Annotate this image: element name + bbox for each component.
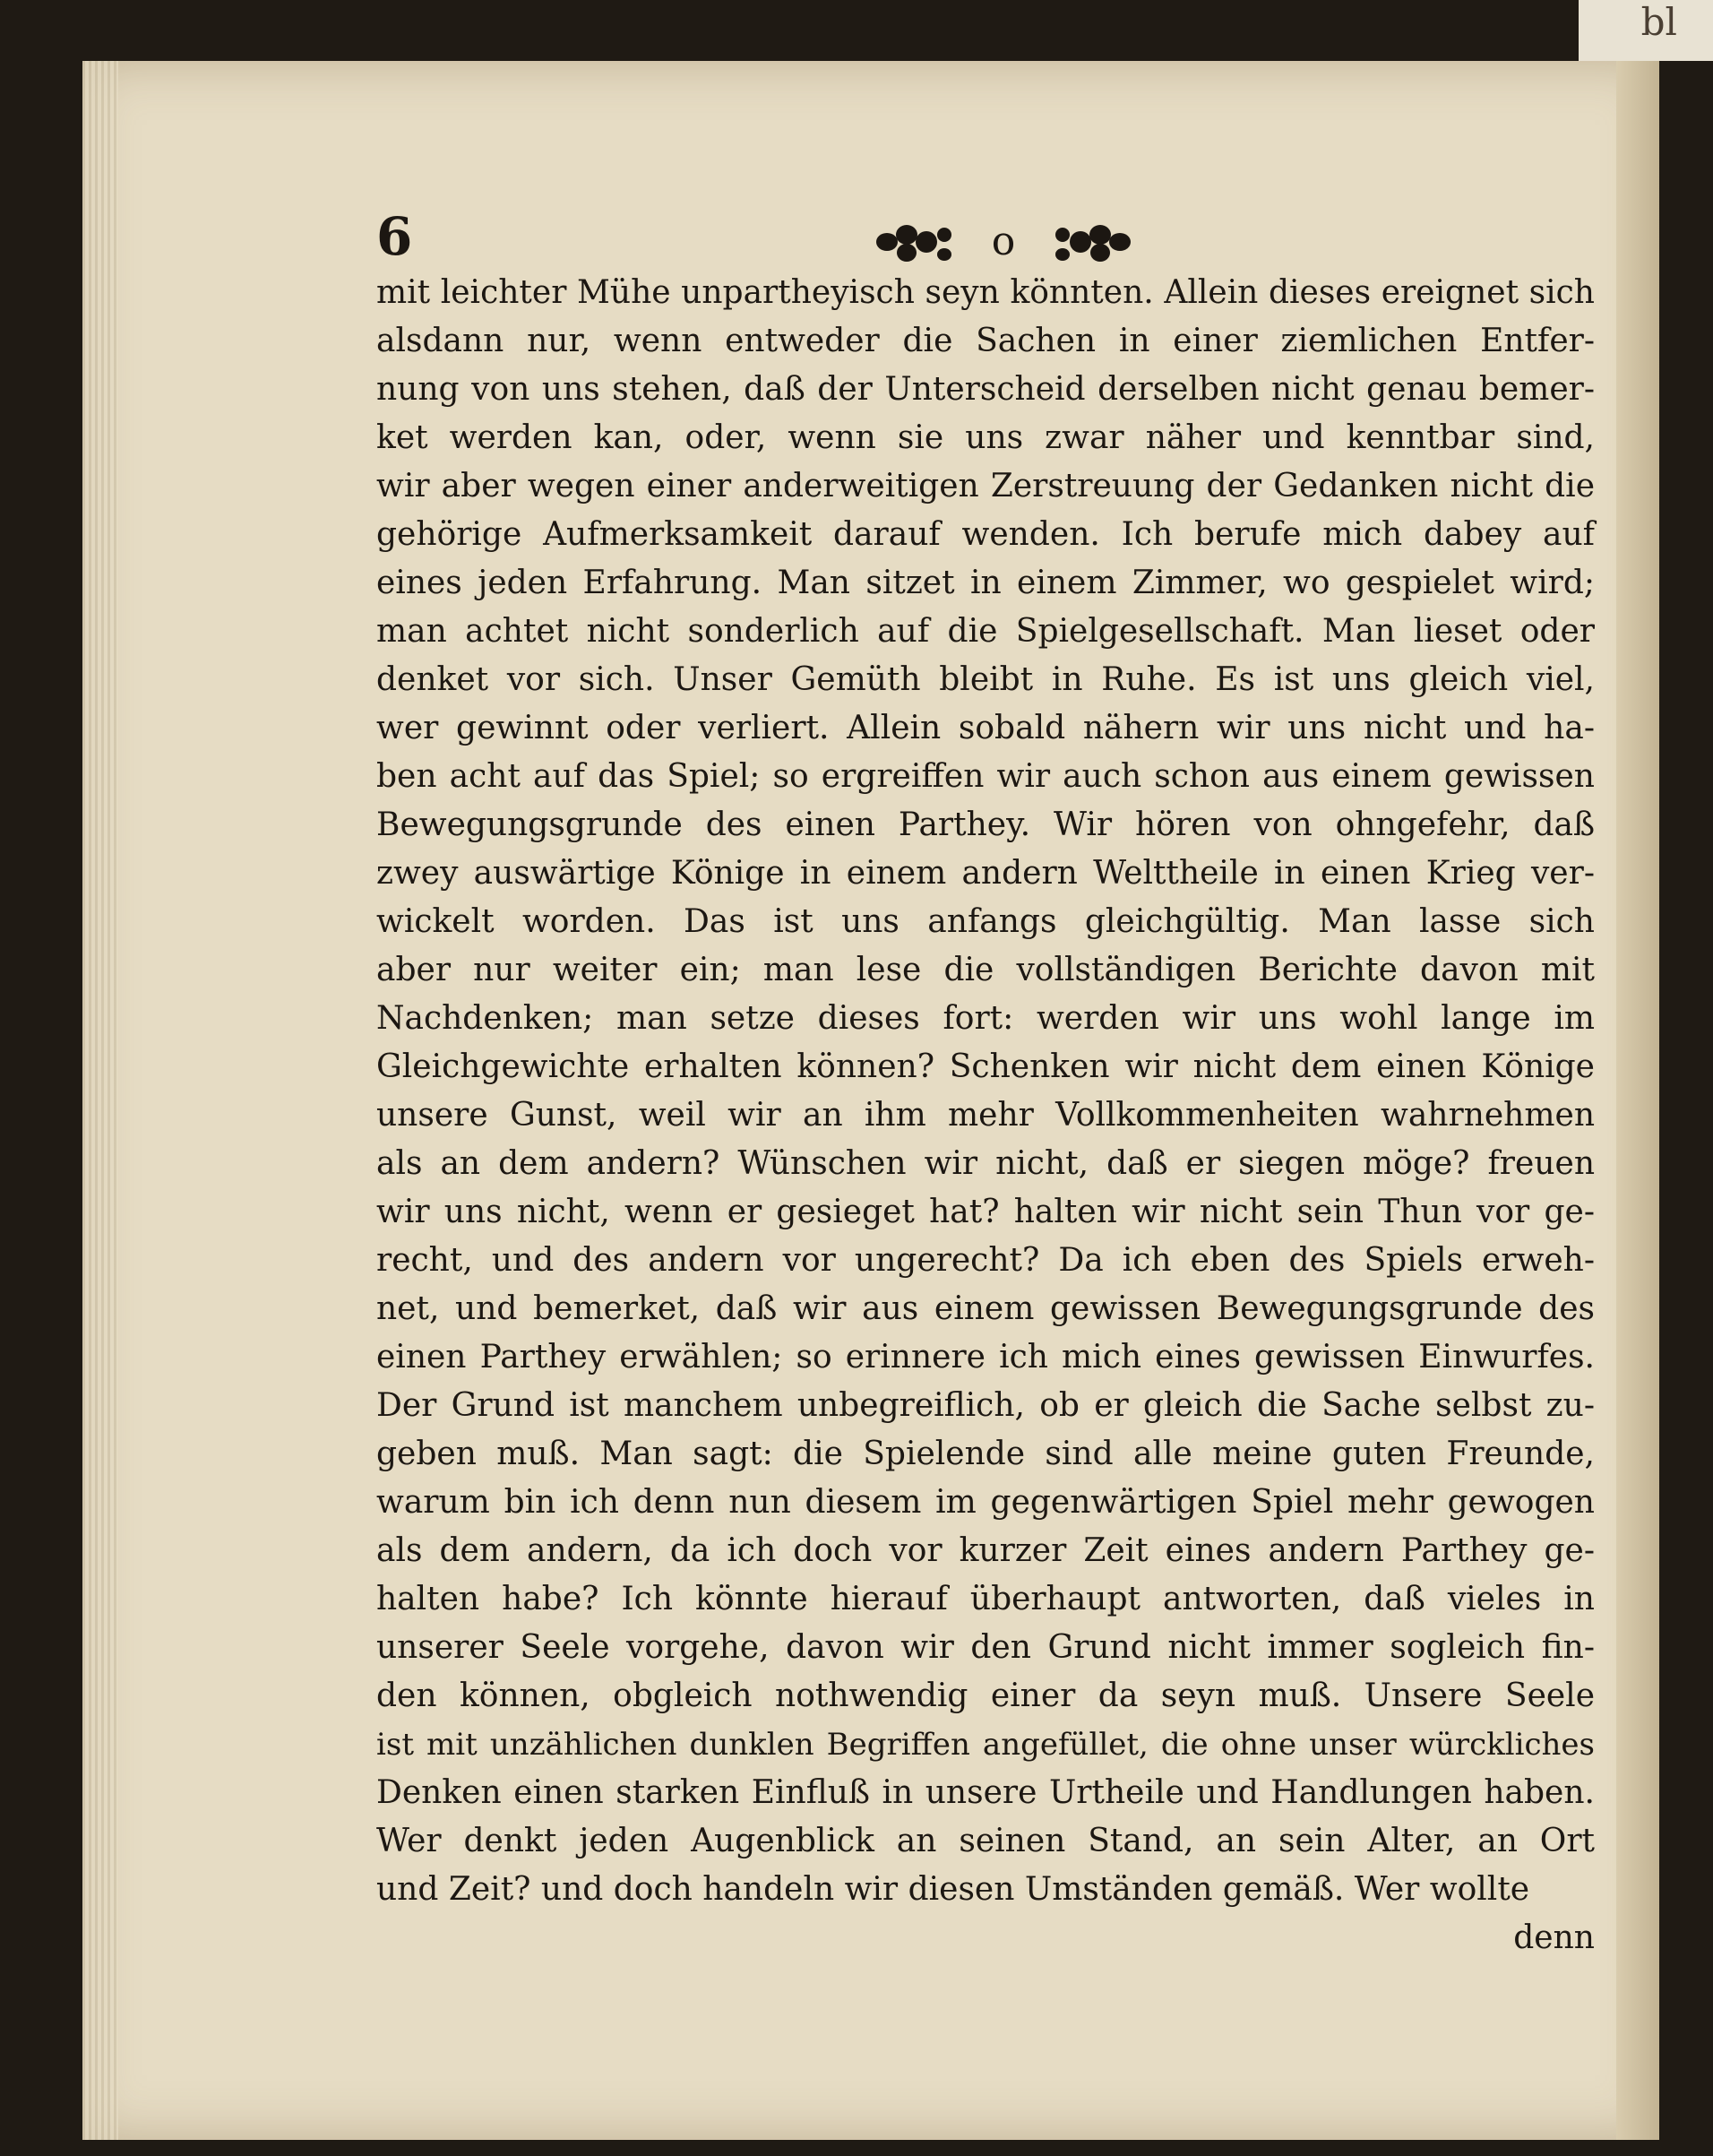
text-line: aber nur weiter ein; man lese die vollständigen Berichte davon mit — [376, 952, 1595, 988]
text-line: und Zeit? und doch handeln wir diesen Umständen gemäß. Wer wollte — [376, 1871, 1530, 1908]
text-line: nung von uns stehen, daß der Unterscheid derselben nicht genau bemer- — [376, 371, 1595, 408]
text-line: unserer Seele vorgehe, davon wir den Grund nicht immer sogleich fin- — [376, 1629, 1595, 1666]
text-line: warum bin ich denn nun diesem im gegenwärtigen Spiel mehr gewogen — [376, 1484, 1595, 1521]
text-line: geben muß. Man sagt: die Spielende sind alle meine guten Freunde, — [376, 1436, 1595, 1472]
text-line: denket vor sich. Unser Gemüth bleibt in Ruhe. Es ist uns gleich viel, — [376, 661, 1595, 698]
left-fleuron-icon — [876, 225, 951, 262]
text-line: Bewegungsgrunde des einen Parthey. Wir hören von ohngefehr, daß — [376, 806, 1595, 843]
text-line: gehörige Aufmerksamkeit darauf wenden. Ich berufe mich dabey auf — [376, 516, 1595, 553]
text-line: ket werden kan, oder, wenn sie uns zwar näher und kenntbar sind, — [376, 419, 1595, 456]
page-header — [376, 206, 1613, 269]
text-line: wickelt worden. Das ist uns anfangs gleichgültig. Man lasse sich — [376, 903, 1595, 940]
text-line: wer gewinnt oder verliert. Allein sobald nähern wir uns nicht und ha- — [376, 710, 1595, 746]
text-line: man achtet nicht sonderlich auf die Spielgesellschaft. Man lieset oder — [376, 613, 1595, 650]
text-line: Nachdenken; man setze dieses fort: werden wir uns wohl lange im — [376, 1000, 1595, 1037]
text-line: Wer denkt jeden Augenblick an seinen Stand, an sein Alter, an Ort — [376, 1823, 1595, 1859]
page-gutter — [82, 61, 118, 2140]
text-line: halten habe? Ich könnte hierauf überhaupt antworten, daß vieles in — [376, 1581, 1595, 1617]
page-fore-edge — [1616, 61, 1659, 2140]
text-line: wir uns nicht, wenn er gesieget hat? halten wir nicht sein Thun vor ge- — [376, 1194, 1595, 1230]
text-line: als dem andern, da ich doch vor kurzer Zeit eines andern Parthey ge- — [376, 1532, 1595, 1569]
text-line: als an dem andern? Wünschen wir nicht, daß er siegen möge? freuen — [376, 1145, 1595, 1182]
text-line: net, und bemerket, daß wir aus einem gewissen Bewegungsgrunde des — [376, 1290, 1595, 1327]
text-line: Denken einen starken Einfluß in unsere Urtheile und Handlungen haben. — [376, 1774, 1595, 1811]
text-line: eines jeden Erfahrung. Man sitzet in einem Zimmer, wo gespielet wird; — [376, 565, 1595, 601]
text-line: den können, obgleich nothwendig einer da seyn muß. Unsere Seele — [376, 1677, 1595, 1714]
body-text — [376, 269, 1595, 1962]
text-line: mit leichter Mühe unpartheyisch seyn könnten. Allein dieses ereignet sich — [376, 274, 1595, 311]
page-number: 6 — [376, 206, 413, 267]
right-fleuron-icon — [1055, 225, 1131, 262]
text-line: Gleichgewichte erhalten können? Schenken wir nicht dem einen Könige — [376, 1048, 1595, 1085]
corner-mark: bl — [1640, 0, 1677, 44]
text-line: einen Parthey erwählen; so erinnere ich mich eines gewissen Einwurfes. — [376, 1339, 1595, 1376]
text-line: unsere Gunst, weil wir an ihm mehr Vollkommenheiten wahrnehmen — [376, 1097, 1595, 1134]
text-line: Der Grund ist manchem unbegreiflich, ob er gleich die Sache selbst zu- — [376, 1387, 1595, 1424]
text-line: wir aber wegen einer anderweitigen Zerstreuung der Gedanken nicht die — [376, 468, 1595, 505]
text-line: zwey auswärtige Könige in einem andern Welttheile in einen Krieg ver- — [376, 855, 1595, 892]
text-line: ben acht auf das Spiel; so ergreiffen wir auch schon aus einem gewissen — [376, 758, 1595, 795]
catchword: denn — [1513, 1919, 1595, 1956]
header-ornament — [851, 215, 1156, 269]
ornament-center: o — [991, 219, 1016, 264]
text-line: ist mit unzählichen dunklen Begriffen angefüllet, die ohne unser würckliches — [376, 1727, 1595, 1763]
corner-scrap — [1579, 0, 1713, 61]
text-line: recht, und des andern vor ungerecht? Da ich eben des Spiels erweh- — [376, 1242, 1595, 1279]
text-line: alsdann nur, wenn entweder die Sachen in einer ziemlichen Entfer- — [376, 323, 1595, 359]
